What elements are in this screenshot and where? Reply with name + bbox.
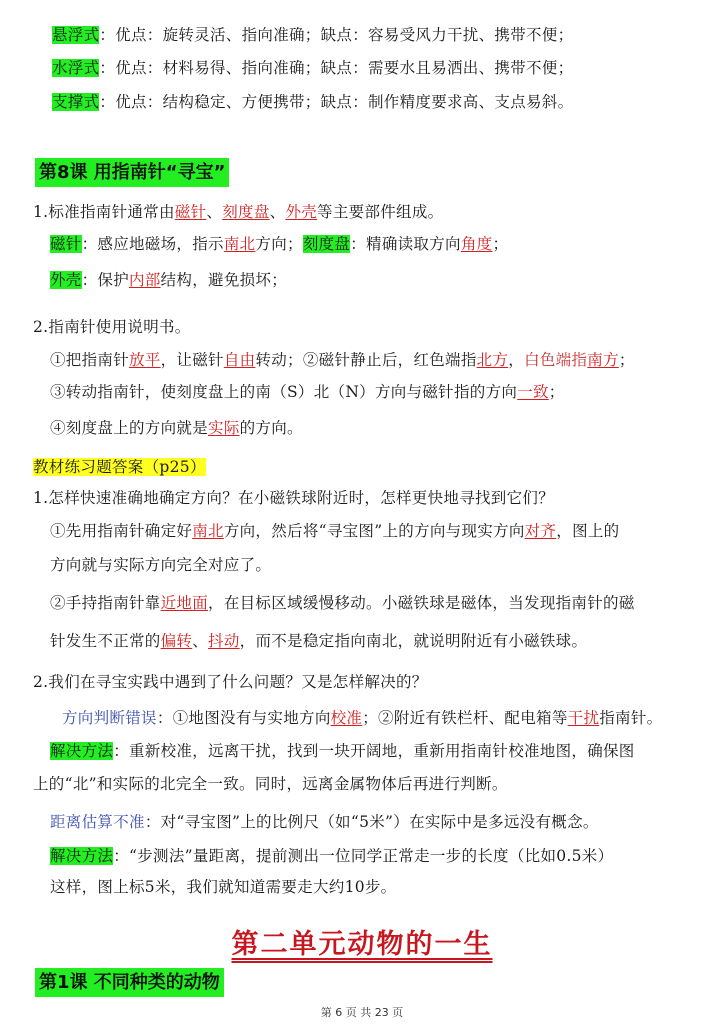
text: ：对“寻宝图”上的比例尺（如“5米”）在实际中是多远没有概念。 bbox=[144, 813, 599, 831]
unit2-title: 第二单元动物的一生 bbox=[231, 929, 493, 960]
text: ：①地图没有与实地方向 bbox=[156, 709, 331, 727]
keyword: 角度 bbox=[460, 235, 493, 253]
label-supported: 支撑式 bbox=[52, 93, 100, 111]
keyword: 抖动 bbox=[208, 632, 240, 650]
solution-direction-cont: 上的“北”和实际的北完全一致。同时，远离金属物体后再进行判断。 bbox=[33, 775, 508, 793]
label-shell: 外壳 bbox=[50, 271, 82, 289]
text-red: 白色端指 bbox=[524, 351, 588, 369]
text: ②手持指南针靠 bbox=[50, 594, 161, 612]
solution-direction bbox=[50, 740, 635, 762]
text: 针发生不正常的 bbox=[50, 632, 161, 650]
text: ③转动指南针，使刻度盘上的南（S）北（N）方向与磁针指的方向 bbox=[50, 383, 518, 401]
compass-type-suspended bbox=[52, 24, 573, 46]
lesson8-step1 bbox=[50, 349, 635, 371]
lesson8-step4 bbox=[50, 417, 303, 439]
compass-type-supported bbox=[52, 91, 573, 113]
text: ，让磁针 bbox=[160, 351, 224, 369]
text: 、 bbox=[269, 203, 286, 221]
exercise-a1-2 bbox=[50, 592, 635, 614]
text: ， bbox=[508, 351, 525, 369]
keyword: 偏转 bbox=[160, 632, 193, 650]
text: ，在目标区域缓慢移动。小磁铁球是磁体，当发现指南针的磁 bbox=[208, 594, 635, 612]
keyword: 校准 bbox=[330, 709, 363, 727]
exercise-q2: 2.我们在寻宝实践中遇到了什么问题？又是怎样解决的？ bbox=[33, 673, 428, 691]
keyword: 南北 bbox=[192, 522, 224, 540]
problem-label: 距离估算不准 bbox=[50, 813, 145, 831]
text: ；②附近有铁栏杆、配电箱等 bbox=[362, 709, 568, 727]
keyword: 近地面 bbox=[160, 594, 209, 612]
lesson8-heading: 第8课 用指南针“寻宝” bbox=[35, 158, 229, 187]
text: 方向； bbox=[255, 235, 303, 253]
text: ：保护 bbox=[81, 271, 130, 289]
text: ④刻度盘上的方向就是 bbox=[50, 419, 209, 437]
text: ； bbox=[548, 383, 565, 401]
solution-label: 解决方法 bbox=[50, 847, 114, 865]
keyword: 磁针 bbox=[174, 203, 207, 221]
problem-direction bbox=[62, 707, 662, 729]
lesson8-p1 bbox=[33, 201, 443, 223]
keyword: 外壳 bbox=[285, 203, 318, 221]
label-floating: 水浮式 bbox=[52, 59, 100, 77]
keyword: 干扰 bbox=[567, 709, 600, 727]
label-suspended: 悬浮式 bbox=[52, 26, 100, 44]
exercise-q1: 1.怎样快速准确地确定方向？在小磁铁球附近时，怎样更快地寻找到它们？ bbox=[33, 489, 554, 507]
label-needle: 磁针 bbox=[50, 235, 82, 253]
problem-label: 方向判断错误 bbox=[62, 709, 157, 727]
keyword: 一致 bbox=[517, 383, 549, 401]
text: ，而不是稳定指向南北，就说明附近有小磁铁球。 bbox=[239, 632, 588, 650]
solution-distance bbox=[50, 845, 613, 867]
keyword: 南北 bbox=[223, 235, 256, 253]
text: ：优点：结构稳定、方便携带；缺点：制作精度要求高、支点易斜。 bbox=[99, 93, 574, 111]
lesson1-heading: 第1课 不同种类的动物 bbox=[35, 968, 224, 997]
label-dial: 刻度盘 bbox=[302, 235, 351, 253]
text: 1.标准指南针通常由 bbox=[33, 203, 175, 221]
unit2-title-wrap bbox=[0, 922, 724, 961]
keyword: 放平 bbox=[129, 351, 161, 369]
text: 等主要部件组成。 bbox=[317, 203, 444, 221]
keyword: 对齐 bbox=[524, 522, 557, 540]
text: ，图上的 bbox=[556, 522, 620, 540]
text: ①把指南针 bbox=[50, 351, 130, 369]
exercise-a1-1-cont: 方向就与实际方向完全对应了。 bbox=[50, 556, 272, 574]
keyword: 刻度盘 bbox=[222, 203, 270, 221]
text: ； bbox=[618, 351, 635, 369]
solution-distance-cont: 这样，图上标5米，我们就知道需要走大约10步。 bbox=[50, 878, 397, 896]
text: 指南针。 bbox=[599, 709, 663, 727]
exercises-heading-text: 教材练习题答案（p25） bbox=[33, 458, 206, 476]
keyword: 自由 bbox=[223, 351, 256, 369]
text: 转动；②磁针静止后，红色端指 bbox=[255, 351, 477, 369]
text: 、 bbox=[192, 632, 209, 650]
lesson8-shell-line bbox=[50, 269, 287, 291]
exercise-a1-1 bbox=[50, 520, 619, 542]
lesson8-needle-line bbox=[50, 233, 508, 255]
text: ：优点：材料易得、指向准确；缺点：需要水且易洒出、携带不便； bbox=[99, 59, 574, 77]
text: ：重新校准，远离干扰，找到一块开阔地，重新用指南针校准地图，确保图 bbox=[113, 742, 635, 760]
text: 结构，避免损坏； bbox=[160, 271, 288, 289]
text: ； bbox=[492, 235, 509, 253]
text: ：优点：旋转灵活、指向准确；缺点：容易受风力干扰、携带不便； bbox=[99, 26, 574, 44]
text: ：“步测法”量距离，提前测出一位同学正常走一步的长度（比如0.5米） bbox=[113, 847, 614, 865]
problem-distance bbox=[50, 811, 599, 833]
keyword: 南方 bbox=[587, 351, 619, 369]
text: 方向，然后将“寻宝图”上的方向与现实方向 bbox=[223, 522, 525, 540]
lesson8-step3 bbox=[50, 381, 565, 403]
lesson8-p2-title: 2.指南针使用说明书。 bbox=[33, 318, 191, 336]
text: 、 bbox=[206, 203, 223, 221]
text: ：精确读取方向 bbox=[350, 235, 461, 253]
exercises-heading bbox=[33, 456, 206, 478]
compass-type-floating bbox=[52, 57, 573, 79]
solution-label: 解决方法 bbox=[50, 742, 114, 760]
text: ：感应地磁场，指示 bbox=[81, 235, 224, 253]
keyword: 北方 bbox=[476, 351, 509, 369]
keyword: 内部 bbox=[129, 271, 161, 289]
exercise-a1-2-cont bbox=[50, 630, 587, 652]
page-footer: 第 6 页 共 23 页 bbox=[320, 1006, 404, 1019]
keyword: 实际 bbox=[208, 419, 240, 437]
text: ①先用指南针确定好 bbox=[50, 522, 193, 540]
text: 的方向。 bbox=[239, 419, 303, 437]
